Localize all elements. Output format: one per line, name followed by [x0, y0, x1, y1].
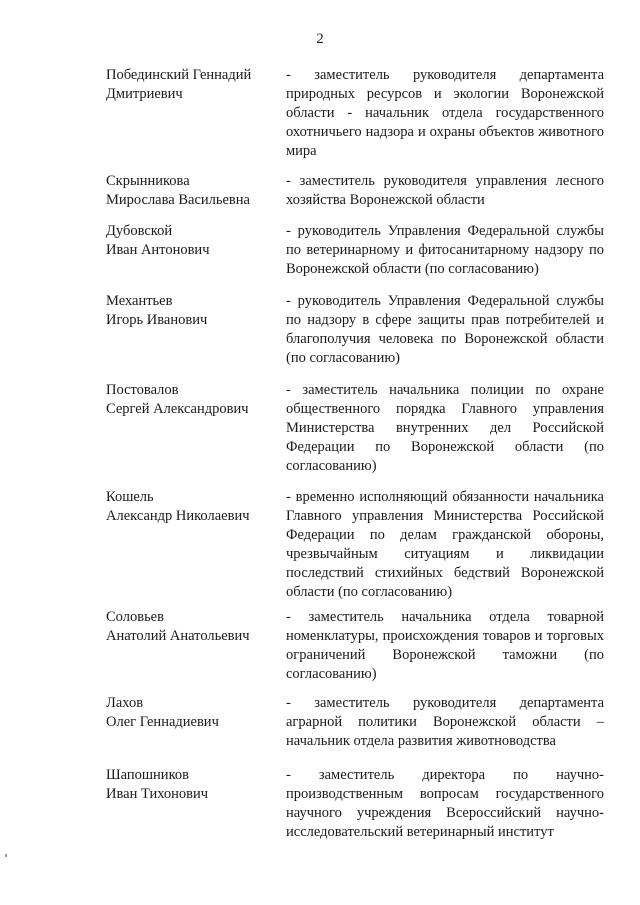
member-position: - руководитель Управления Федеральной службы по ветеринарному и фитосанитарному надзору по Воронежской области (по согласованию): [286, 223, 604, 277]
member-position: - заместитель руководителя департамента аграрной политики Воронежской области – начальник отдела развития животноводства: [286, 695, 604, 749]
member-name: [106, 222, 276, 260]
member-surname: Дубовской: [106, 223, 173, 239]
member-position: - заместитель руководителя управления лесного хозяйства Воронежской области: [286, 173, 604, 208]
member-name: [106, 488, 276, 526]
member-given-name: Игорь Иванович: [106, 312, 208, 328]
member-given-name: Иван Антонович: [106, 242, 210, 258]
member-surname: Соловьев: [106, 609, 164, 625]
member-surname: Шапошников: [106, 767, 189, 783]
member-surname: Механтьев: [106, 293, 173, 309]
member-position: - руководитель Управления Федеральной службы по надзору в сфере защиты прав потребителей и благополучия человека по Воронежской области (по согласованию): [286, 293, 604, 366]
member-name: [106, 694, 276, 732]
member-given-name: Мирослава Васильевна: [106, 192, 250, 208]
member-name: [106, 292, 276, 330]
member-surname: Постовалов: [106, 382, 179, 398]
member-position: - заместитель директора по научно-производственным вопросам государственного научного учреждения Всероссийский научно-исследовательский ветеринарный институт: [286, 767, 604, 840]
member-position: - заместитель руководителя департамента природных ресурсов и экологии Воронежской области - начальник отдела государственного охотничьего надзора и охраны объектов животного мира: [286, 67, 604, 159]
member-surname: Кошель: [106, 489, 154, 505]
member-position: - временно исполняющий обязанности начальника Главного управления Министерства Российской Федерации по делам гражданской обороны, чрезвычайным ситуациям и ликвидации последствий стихийных бедствий Воронежской области (по согласованию): [286, 489, 604, 600]
member-given-name: Сергей Александрович: [106, 401, 249, 417]
member-position: - заместитель начальника полиции по охране общественного порядка Главного управления Министерства внутренних дел Российской Федерации по Воронежской области (по согласованию): [286, 382, 604, 474]
member-position: - заместитель начальника отдела товарной номенклатуры, происхождения товаров и торговых ограничений Воронежской таможни (по согласованию): [286, 609, 604, 682]
member-name: [106, 608, 276, 646]
scan-speck: [5, 854, 7, 857]
member-given-name: Дмитриевич: [106, 86, 183, 102]
member-given-name: Александр Николаевич: [106, 508, 250, 524]
member-surname: Скрынникова: [106, 173, 190, 189]
member-name: [106, 172, 276, 210]
page-number: 2: [316, 31, 324, 47]
member-surname: Побединский Геннадий: [106, 67, 252, 83]
member-name: [106, 766, 276, 804]
member-given-name: Олег Геннадиевич: [106, 714, 219, 730]
member-name: [106, 381, 276, 419]
member-given-name: Иван Тихонович: [106, 786, 209, 802]
member-given-name: Анатолий Анатольевич: [106, 628, 250, 644]
member-surname: Лахов: [106, 695, 144, 711]
member-name: [106, 66, 276, 104]
